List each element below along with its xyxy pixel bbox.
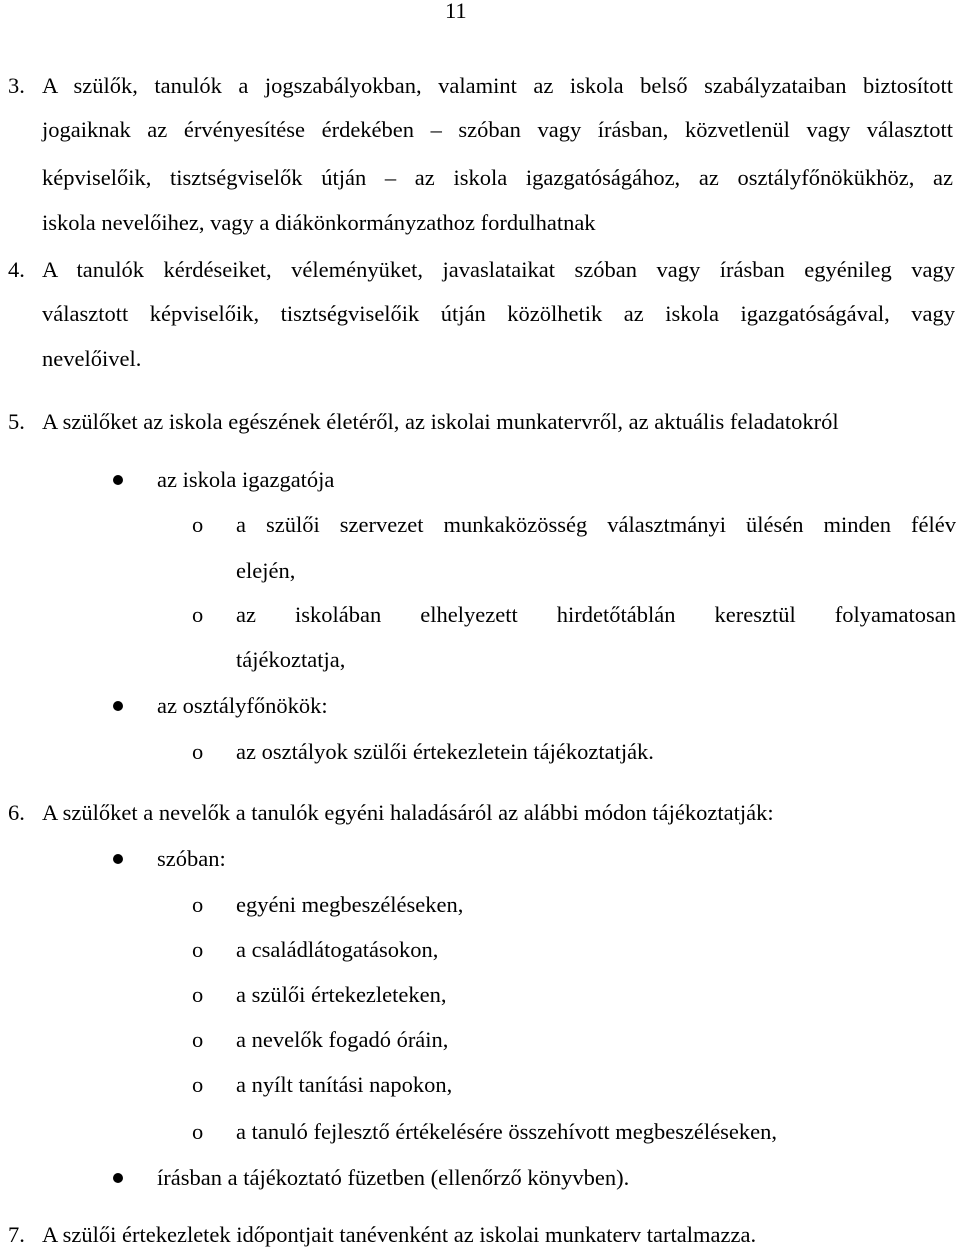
text-line: iskola nevelőihez, vagy a diákönkormányzathoz fordulhatnak (42, 210, 596, 235)
sub-text: egyéni megbeszéléseken, (236, 892, 464, 917)
sub-text: a nyílt tanítási napokon, (236, 1072, 453, 1097)
sub-text: az iskolában elhelyezett hirdetőtáblán keresztül folyamatosan (236, 602, 956, 627)
sub-text: elején, (236, 558, 296, 583)
item-number: 6. (8, 800, 25, 825)
bullet-text: írásban a tájékoztató füzetben (ellenőrző könyvben). (157, 1165, 630, 1190)
text-line: A szülők, tanulók a jogszabályokban, valamint az iskola belső szabályzataiban biztosított (42, 73, 953, 98)
text-line: választott képviselőik, tisztségviselőik útján közölhetik az iskola igazgatóságával, vagy (42, 301, 955, 326)
text-line: A szülőket a nevelők a tanulók egyéni haladásáról az alábbi módon tájékoztatják: (42, 800, 774, 825)
circle-bullet-icon: o (192, 937, 204, 962)
sub-text: a szülői értekezleteken, (236, 982, 447, 1007)
sub-text: a családlátogatásokon, (236, 937, 439, 962)
bullet-icon (113, 854, 123, 864)
text-line: képviselőik, tisztségviselők útján – az iskola igazgatóságához, az osztályfőnökükhöz, az (42, 165, 953, 190)
sub-text: a nevelők fogadó óráin, (236, 1027, 449, 1052)
item-number: 3. (8, 73, 25, 98)
text-line: A szülőket az iskola egészének életéről, az iskolai munkatervről, az aktuális feladatokról (42, 409, 839, 434)
sub-text: tájékoztatja, (236, 647, 346, 672)
sub-text: a szülői szervezet munkaközösség választmányi ülésén minden félév (236, 512, 956, 537)
circle-bullet-icon: o (192, 1027, 204, 1052)
circle-bullet-icon: o (192, 982, 204, 1007)
text-line: A szülői értekezletek időpontjait tanévenként az iskolai munkaterv tartalmazza. (42, 1222, 757, 1247)
circle-bullet-icon: o (192, 1072, 204, 1097)
bullet-icon (113, 1173, 123, 1183)
bullet-icon (113, 475, 123, 485)
circle-bullet-icon: o (192, 512, 204, 537)
bullet-text: az osztályfőnökök: (157, 693, 328, 718)
circle-bullet-icon: o (192, 1119, 204, 1144)
item-number: 4. (8, 257, 25, 282)
page-number: 11 (445, 0, 467, 23)
circle-bullet-icon: o (192, 892, 204, 917)
item-number: 7. (8, 1222, 25, 1247)
circle-bullet-icon: o (192, 739, 204, 764)
bullet-icon (113, 701, 123, 711)
bullet-text: az iskola igazgatója (157, 467, 335, 492)
text-line: nevelőivel. (42, 346, 142, 371)
text-line: jogaiknak az érvényesítése érdekében – szóban vagy írásban, közvetlenül vagy választott (42, 117, 953, 142)
text-line: A tanulók kérdéseiket, véleményüket, javaslataikat szóban vagy írásban egyénileg vagy (42, 257, 955, 282)
item-number: 5. (8, 409, 25, 434)
sub-text: a tanuló fejlesztő értékelésére összehívott megbeszéléseken, (236, 1119, 778, 1144)
circle-bullet-icon: o (192, 602, 204, 627)
sub-text: az osztályok szülői értekezletein tájékoztatják. (236, 739, 654, 764)
bullet-text: szóban: (157, 846, 226, 871)
